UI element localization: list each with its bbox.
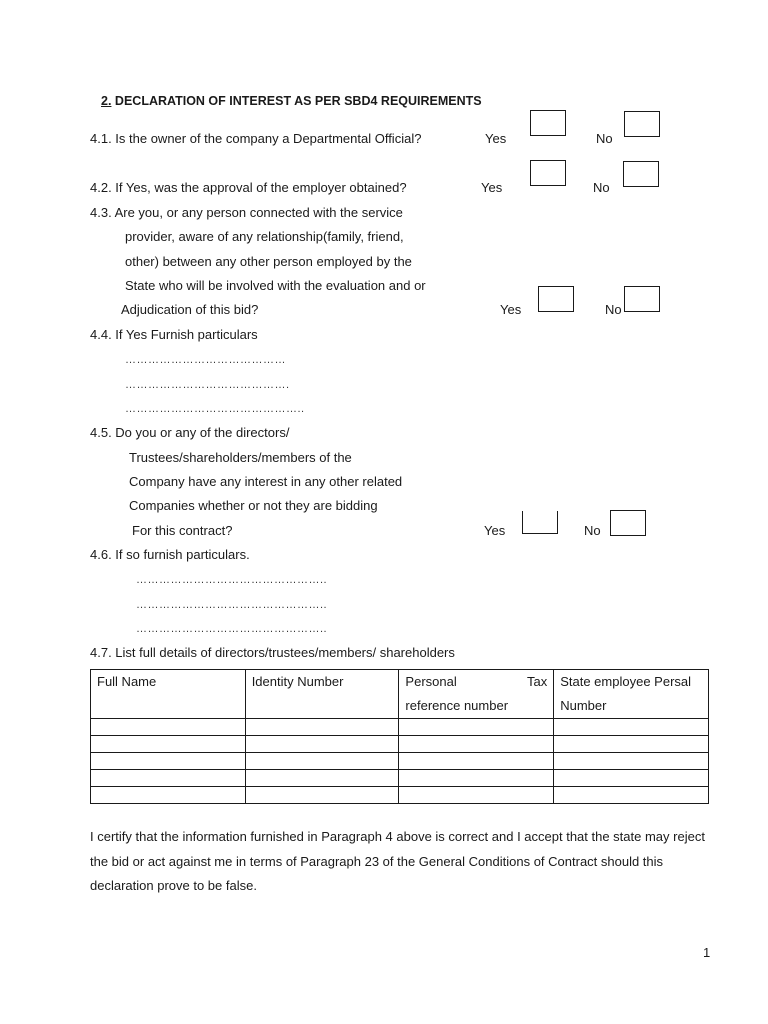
table-cell[interactable] [91,736,246,753]
yes-checkbox-4-1[interactable] [530,110,566,136]
table-cell[interactable] [554,770,709,787]
question-4-3-line: Adjudication of this bid? [121,302,259,317]
section-title: DECLARATION OF INTEREST AS PER SBD4 REQUIREMENTS [114,94,482,108]
table-cell[interactable] [245,753,399,770]
table-row [91,736,709,753]
section-number: 2. [101,94,112,108]
table-cell[interactable] [399,736,554,753]
table-cell[interactable] [91,753,246,770]
table-cell[interactable] [91,719,246,736]
question-4-3-line: other) between any other person employed by the [125,254,412,269]
question-4-5-line: Company have any interest in any other related [129,474,403,489]
no-label-4-3: No [605,302,622,317]
no-label-4-5: No [584,523,601,538]
yes-checkbox-4-5[interactable] [522,511,558,534]
table-cell[interactable] [554,719,709,736]
column-header-full-name: Full Name [91,670,246,719]
column-header-personal: Personal [405,674,457,689]
section-heading [101,93,482,109]
page-number: 1 [703,945,711,960]
table-cell[interactable] [399,719,554,736]
particulars-line[interactable]: ………………………………………….. [136,623,328,635]
no-checkbox-4-5[interactable] [610,510,646,536]
question-4-3-line: State who will be involved with the evaluation and or [125,278,426,293]
table-header-row [91,670,709,719]
yes-label-4-5: Yes [484,523,506,538]
question-4-5-line: 4.5. Do you or any of the directors/ [90,425,290,440]
column-header-number: Number [560,698,607,713]
yes-label-4-3: Yes [500,302,522,317]
question-4-7: 4.7. List full details of directors/trustees/members/ shareholders [90,645,455,660]
table-cell[interactable] [91,787,246,804]
question-4-5-line: Trustees/shareholders/members of the [129,450,352,465]
table-row [91,787,709,804]
no-checkbox-4-3[interactable] [624,286,660,312]
table-cell[interactable] [245,770,399,787]
question-4-4: 4.4. If Yes Furnish particulars [90,327,258,342]
table-row [91,770,709,787]
table-row [91,719,709,736]
question-4-6: 4.6. If so furnish particulars. [90,547,250,562]
table-cell[interactable] [399,787,554,804]
yes-checkbox-4-3[interactable] [538,286,574,312]
column-header-identity-number: Identity Number [245,670,399,719]
table-cell[interactable] [554,753,709,770]
table-cell[interactable] [245,736,399,753]
no-label-4-2: No [593,180,610,195]
question-4-2: 4.2. If Yes, was the approval of the employer obtained? [90,180,407,195]
table-cell[interactable] [245,719,399,736]
yes-label-4-1: Yes [485,131,507,146]
column-header-tax: Tax [526,674,548,689]
question-4-3-line: 4.3. Are you, or any person connected with the service [90,205,403,220]
no-checkbox-4-2[interactable] [623,161,659,187]
yes-checkbox-4-2[interactable] [530,160,566,186]
particulars-line[interactable]: ……………………………………. [125,379,290,391]
table-cell[interactable] [399,770,554,787]
particulars-line[interactable]: ………………………………………….. [136,599,328,611]
table-cell[interactable] [554,736,709,753]
question-4-5-line: For this contract? [132,523,233,538]
no-checkbox-4-1[interactable] [624,111,660,137]
directors-table [90,669,709,804]
column-header-reference-number: reference number [405,698,509,713]
no-label-4-1: No [596,131,613,146]
table-cell[interactable] [554,787,709,804]
particulars-line[interactable]: …………………………………… [125,354,286,366]
certification-paragraph: I certify that the information furnished in Paragraph 4 above is correct and I accept that the state may reject the bid or act against me in terms of Paragraph 23 of the General Conditions of Contract should this declaration prove to be false. [90,829,705,893]
question-4-5-line: Companies whether or not they are bidding [129,498,378,513]
particulars-line[interactable]: ………………………………………….. [136,574,328,586]
table-cell[interactable] [245,787,399,804]
yes-label-4-2: Yes [481,180,503,195]
column-header-state-employee-persal: State employee Persal [560,674,692,689]
question-4-1: 4.1. Is the owner of the company a Departmental Official? [90,131,422,146]
table-cell[interactable] [399,753,554,770]
table-row [91,753,709,770]
table-cell[interactable] [91,770,246,787]
column-header-personal-tax-reference [399,670,554,719]
particulars-line[interactable]: ……………………………………….. [125,403,305,415]
question-4-3-line: provider, aware of any relationship(family, friend, [125,229,404,244]
column-header-state-employee [554,670,709,719]
